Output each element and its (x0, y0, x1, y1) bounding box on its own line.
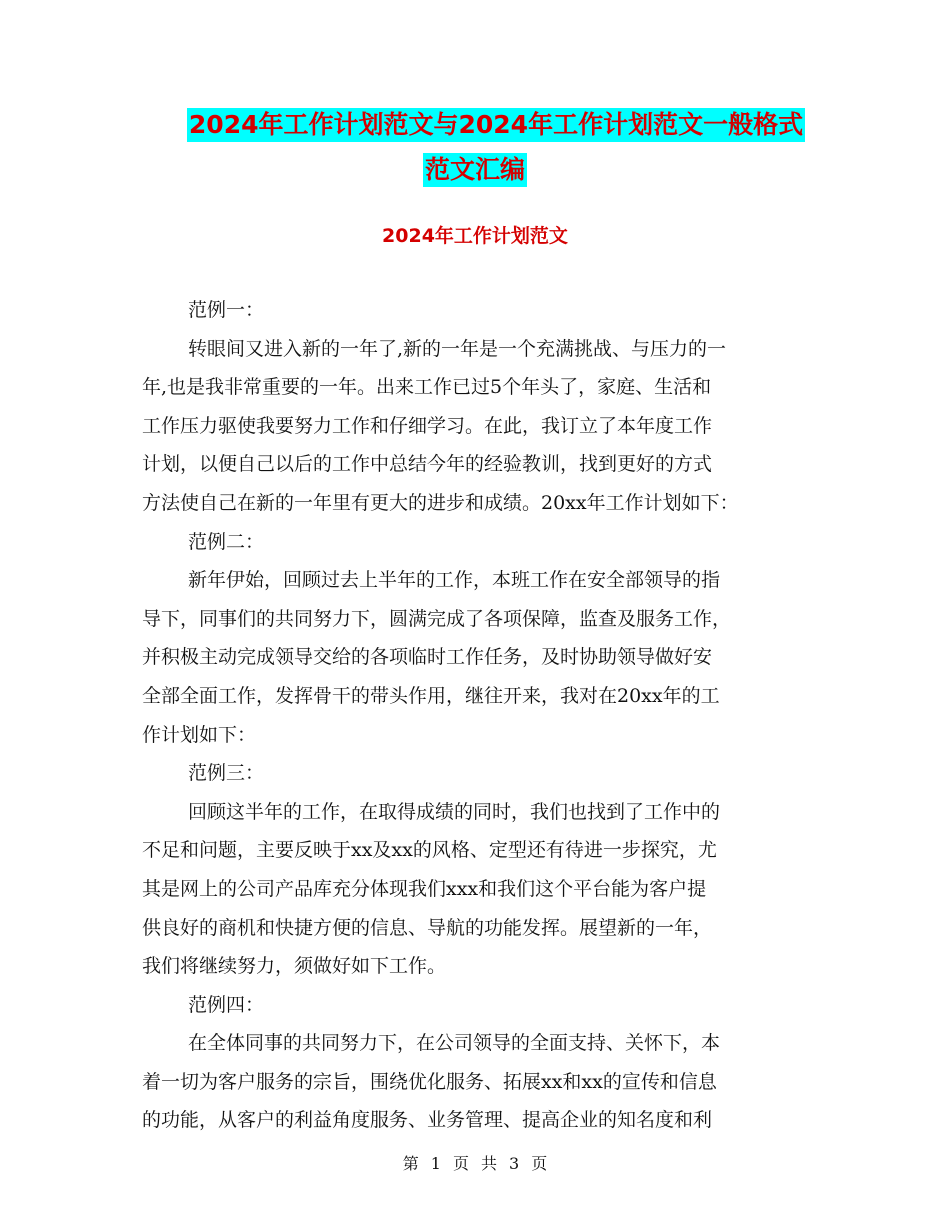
paragraph-line: 年,也是我非常重要的一年。出来工作已过5个年头了，家庭、生活和 (142, 376, 712, 399)
example-heading: 范例二： (188, 530, 265, 553)
example-heading: 范例三： (188, 762, 265, 785)
paragraph-line: 在全体同事的共同努力下，在公司领导的全面支持、关怀下，本 (188, 1032, 721, 1055)
paragraph-line: 并积极主动完成领导交给的各项临时工作任务，及时协助领导做好安 (142, 646, 713, 669)
paragraph-line: 其是网上的公司产品库充分体现我们xxx和我们这个平台能为客户提 (142, 877, 707, 900)
page-number: 1 (430, 1154, 441, 1173)
total-label: 共 (481, 1154, 498, 1173)
paragraph-line: 导下，同事们的共同努力下，圆满完成了各项保障，监查及服务工作， (142, 607, 732, 630)
paragraph-line: 回顾这半年的工作，在取得成绩的同时，我们也找到了工作中的 (188, 800, 721, 823)
title-line-1: 2024年工作计划范文与2024年工作计划范文一般格式 (187, 108, 805, 142)
paragraph-line: 工作压力驱使我要努力工作和仔细学习。在此，我订立了本年度工作 (142, 414, 713, 437)
paragraph-line: 供良好的商机和快捷方便的信息、导航的功能发挥。展望新的一年， (142, 916, 713, 939)
example-heading: 范例一： (188, 299, 265, 321)
paragraph-line: 我们将继续努力，须做好如下工作。 (142, 955, 447, 978)
example-heading: 范例四： (188, 993, 265, 1016)
page-footer (0, 1152, 950, 1176)
paragraph-line: 的功能，从客户的利益角度服务、业务管理、提高企业的知名度和利 (142, 1109, 713, 1132)
document-body (142, 291, 812, 1140)
page-label: 第 (402, 1154, 419, 1173)
paragraph-line: 计划，以便自己以后的工作中总结今年的经验教训，找到更好的方式 (142, 453, 713, 476)
paragraph-line: 不足和问题，主要反映于xx及xx的风格、定型还有待进一步探究，尤 (142, 839, 717, 862)
paragraph-line: 作计划如下： (142, 723, 257, 746)
total-pages: 3 (509, 1154, 520, 1173)
paragraph-line: 着一切为客户服务的宗旨，围绕优化服务、拓展xx和xx的宣传和信息 (142, 1070, 717, 1093)
document-title (0, 108, 950, 187)
page-unit: 页 (452, 1154, 469, 1173)
paragraph-line: 转眼间又进入新的一年了,新的一年是一个充满挑战、与压力的一 (188, 337, 727, 360)
paragraph-line: 方法使自己在新的一年里有更大的进步和成绩。20xx年工作计划如下： (142, 491, 739, 514)
total-unit: 页 (531, 1154, 548, 1173)
section-heading: 2024年工作计划范文 (382, 225, 568, 247)
paragraph-line: 新年伊始，回顾过去上半年的工作，本班工作在安全部领导的指 (188, 569, 721, 592)
paragraph-line: 全部全面工作，发挥骨干的带头作用，继往开来，我对在20xx年的工 (142, 684, 720, 707)
title-line-2: 范文汇编 (423, 153, 527, 187)
